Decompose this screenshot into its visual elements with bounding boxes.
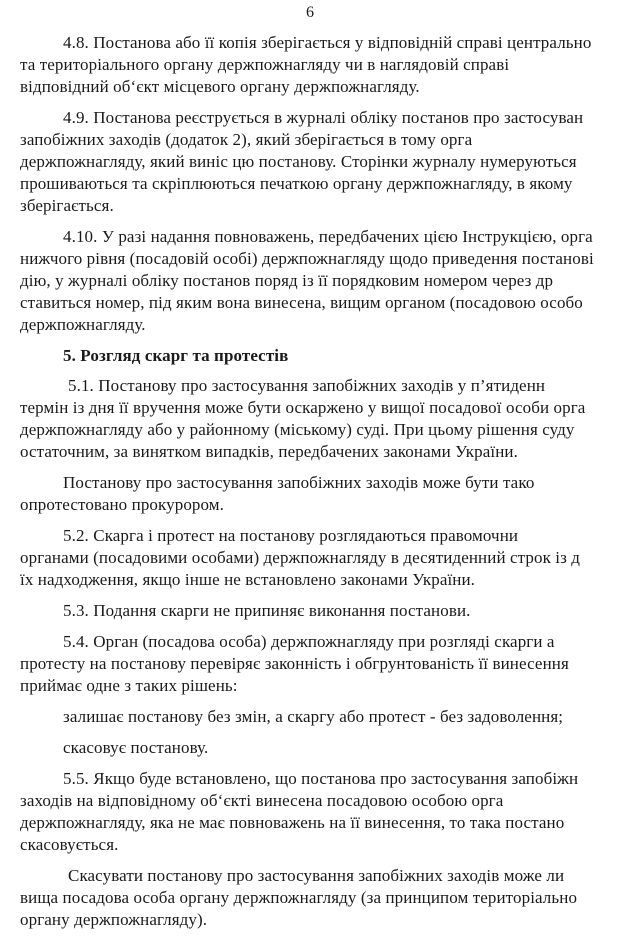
text-line: 4.9. Постанова реєструється в журналі обліку постанов про застосуван [63,108,584,127]
text-line: держпожнагляду. [20,315,146,334]
text-line: держпожнагляду, який виніс цю постанову. Сторінки журналу нумеруються [20,152,577,171]
text-line: приймає одне з таких рішень: [20,676,238,695]
text-line: держпожнагляду, яка не має повноважень на її винесення, то така постано [20,813,565,832]
text-line: зберігається. [20,196,114,215]
text-line: протесту на постанову перевіряє законність і обгрунтованість її винесення [20,654,569,673]
text-line: органу держпожнагляду). [20,910,208,929]
text-line: 5.3. Подання скарги не припиняє виконання постанови. [63,601,471,620]
text-line: 5.4. Орган (посадова особа) держпожнагляду при розгляді скарги а [63,632,555,651]
text-line: органами (посадовими особами) держпожнагляду в десятиденний строк із д [20,548,581,567]
text-line: відповідний об‘єкт місцевого органу держпожнагляду. [20,77,420,96]
section-heading: 5. Розгляд скарг та протестів [63,346,289,365]
text-line: нижчого рівня (посадовій особі) держпожнагляду щодо приведення постанові [20,249,594,268]
text-line: 4.10. У разі надання повноважень, передбачених цією Інструкцією, орга [63,227,593,246]
text-line: скасовує постанову. [63,738,209,757]
text-line: прошиваються та скріплюються печаткою органу держпожнагляду, в якому [20,174,573,193]
text-line: 5.5. Якщо буде встановлено, що постанова про застосування запобіжн [63,769,579,788]
text-line: держпожнагляду або у районному (міському) суді. При цьому рішення суду [20,420,575,439]
text-line: 5.2. Скарга і протест на постанову розглядаються правомочни [63,526,519,545]
text-line: термін із дня її вручення може бути оскаржено у вищої посадової особи орга [20,398,586,417]
text-line: їх надходження, якщо інше не встановлено законами України. [20,570,476,589]
text-line: скасовується. [20,835,119,854]
text-line: ставиться номер, під яким вона винесена, вищим органом (посадовою особо [20,293,583,312]
text-line: вища посадова особа органу держпожнагляду (за принципом територіально [20,888,578,907]
page-number: 6 [306,4,314,21]
text-line: опротестовано прокурором. [20,495,225,514]
text-line: 4.8. Постанова або її копія зберігається у відповідній справі центрально [63,33,592,52]
text-line: дію, у журналі обліку постанов поряд із її порядковим номером через др [20,271,554,290]
text-line: Скасувати постанову про застосування запобіжних заходів може ли [68,866,565,885]
text-line: запобіжних заходів (додаток 2), який зберігається в тому орга [20,130,473,149]
text-line: 5.1. Постанову про застосування запобіжних заходів у п’ятиденн [68,376,546,395]
text-line: залишає постанову без змін, а скаргу або протест - без задоволення; [63,707,564,726]
text-line: остаточним, за винятком випадків, передбачених законами України. [20,442,518,461]
text-line: та територіального органу держпожнагляду чи в наглядовій справі [20,55,510,74]
text-line: Постанову про застосування запобіжних заходів може бути тако [63,473,535,492]
text-line: заходів на відповідному об‘єкті винесена посадовою особою орга [20,791,504,810]
